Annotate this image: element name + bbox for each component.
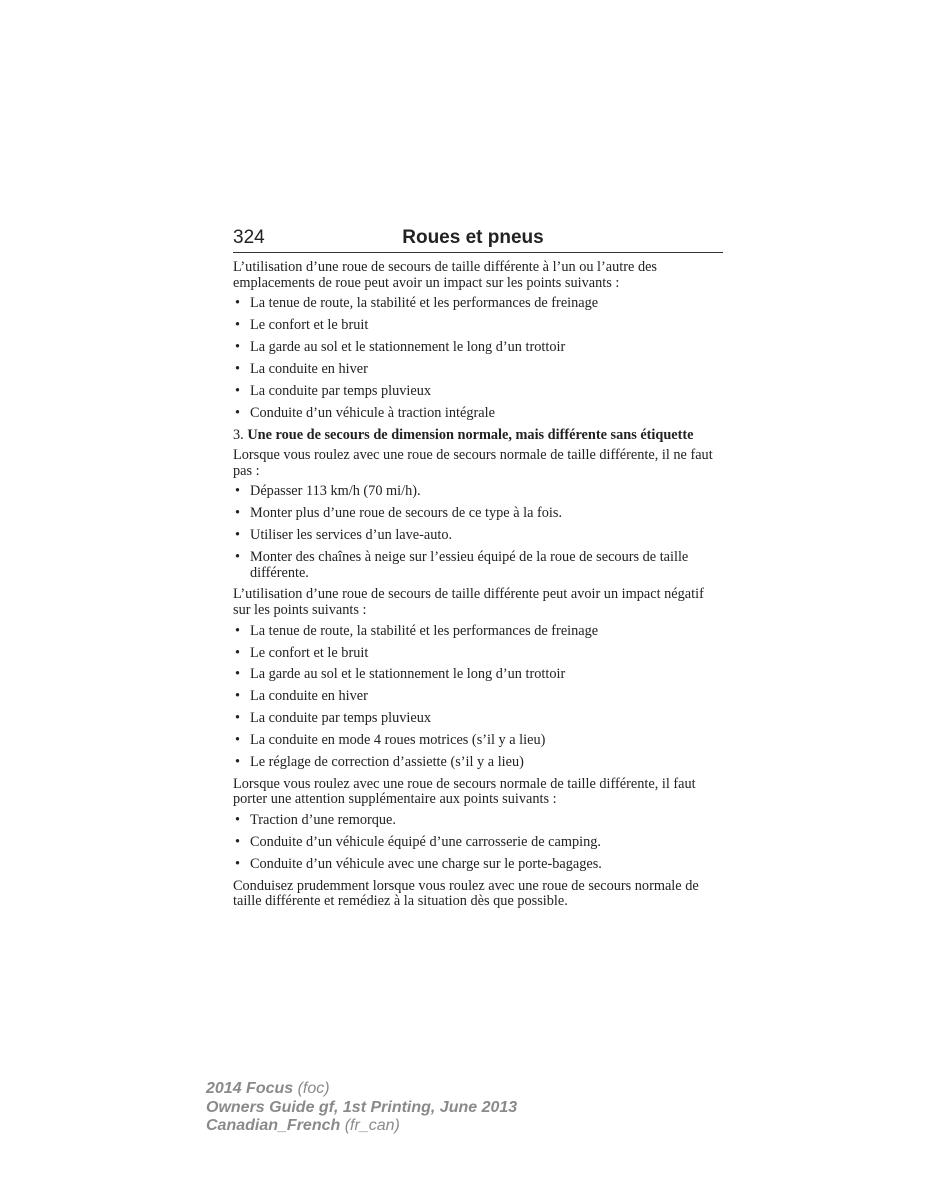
list-item: • Utiliser les services d’un lave-auto.	[233, 528, 723, 544]
list-item: • La conduite en hiver	[233, 362, 723, 378]
list-item: • La conduite par temps pluvieux	[233, 711, 723, 727]
attention-list	[233, 813, 723, 872]
list-item: • La conduite par temps pluvieux	[233, 384, 723, 400]
list-item: • Monter plus d’une roue de secours de ce type à la fois.	[233, 506, 723, 522]
list-item: • Le confort et le bruit	[233, 646, 723, 662]
list-item: • Traction d’une remorque.	[233, 813, 723, 829]
footer-model-code: (foc)	[293, 1080, 330, 1097]
list-item: • Conduite d’un véhicule équipé d’une carrosserie de camping.	[233, 835, 723, 851]
page-header	[233, 225, 723, 253]
effects-list-1	[233, 296, 723, 421]
footer-line-2	[206, 1099, 517, 1118]
effects-list-2	[233, 624, 723, 771]
footer-line-1	[206, 1080, 517, 1099]
footer-model: 2014 Focus	[206, 1080, 294, 1097]
manual-page	[233, 225, 723, 915]
list-item: • Dépasser 113 km/h (70 mi/h).	[233, 484, 723, 500]
list-item: • Conduite d’un véhicule avec une charge sur le porte-bagages.	[233, 857, 723, 873]
list-item: • La tenue de route, la stabilité et les performances de freinage	[233, 624, 723, 640]
list-item: • La garde au sol et le stationnement le long d’un trottoir	[233, 667, 723, 683]
closing-paragraph: Conduisez prudemment lorsque vous roulez avec une roue de secours normale de taille différente et remédiez à la situation dès que possible.	[233, 877, 699, 910]
list-item: • La conduite en mode 4 roues motrices (s’il y a lieu)	[233, 733, 723, 749]
intro-paragraph-2: Lorsque vous roulez avec une roue de secours normale de taille différente, il ne faut pas :	[233, 447, 713, 479]
footer-printing: Owners Guide gf, 1st Printing, June 2013	[206, 1098, 518, 1116]
footer-language: Canadian_French	[206, 1117, 341, 1134]
list-item: • La garde au sol et le stationnement le long d’un trottoir	[233, 340, 723, 356]
intro-paragraph-4: Lorsque vous roulez avec une roue de secours normale de taille différente, il faut porter une attention supplémentaire aux points suivants :	[233, 775, 696, 808]
page-content	[233, 260, 723, 910]
page-footer	[206, 1080, 517, 1136]
intro-paragraph-1: L’utilisation d’une roue de secours de taille différente à l’un ou l’autre des emplacements de roue peut avoir un impact sur les points suivants :	[233, 259, 657, 291]
list-item: • La tenue de route, la stabilité et les performances de freinage	[233, 296, 723, 312]
list-item: • Conduite d’un véhicule à traction intégrale	[233, 406, 723, 422]
subheading-text: Une roue de secours de dimension normale, mais différente sans étiquette	[247, 426, 694, 443]
footer-line-3	[206, 1117, 517, 1136]
list-item: • La conduite en hiver	[233, 689, 723, 705]
subheading-number: 3.	[233, 426, 244, 443]
section-title: Roues et pneus	[402, 227, 544, 248]
do-not-list	[233, 484, 723, 581]
list-item: • Le réglage de correction d’assiette (s’il y a lieu)	[233, 755, 723, 771]
footer-language-code: (fr_can)	[340, 1117, 400, 1134]
subheading	[233, 428, 723, 444]
list-item: • Le confort et le bruit	[233, 318, 723, 334]
page-number: 324	[233, 227, 265, 248]
intro-paragraph-3: L’utilisation d’une roue de secours de taille différente peut avoir un impact négatif sur les points suivants :	[233, 586, 704, 619]
list-item: • Monter des chaînes à neige sur l’essieu équipé de la roue de secours de taille différente.	[233, 550, 723, 581]
